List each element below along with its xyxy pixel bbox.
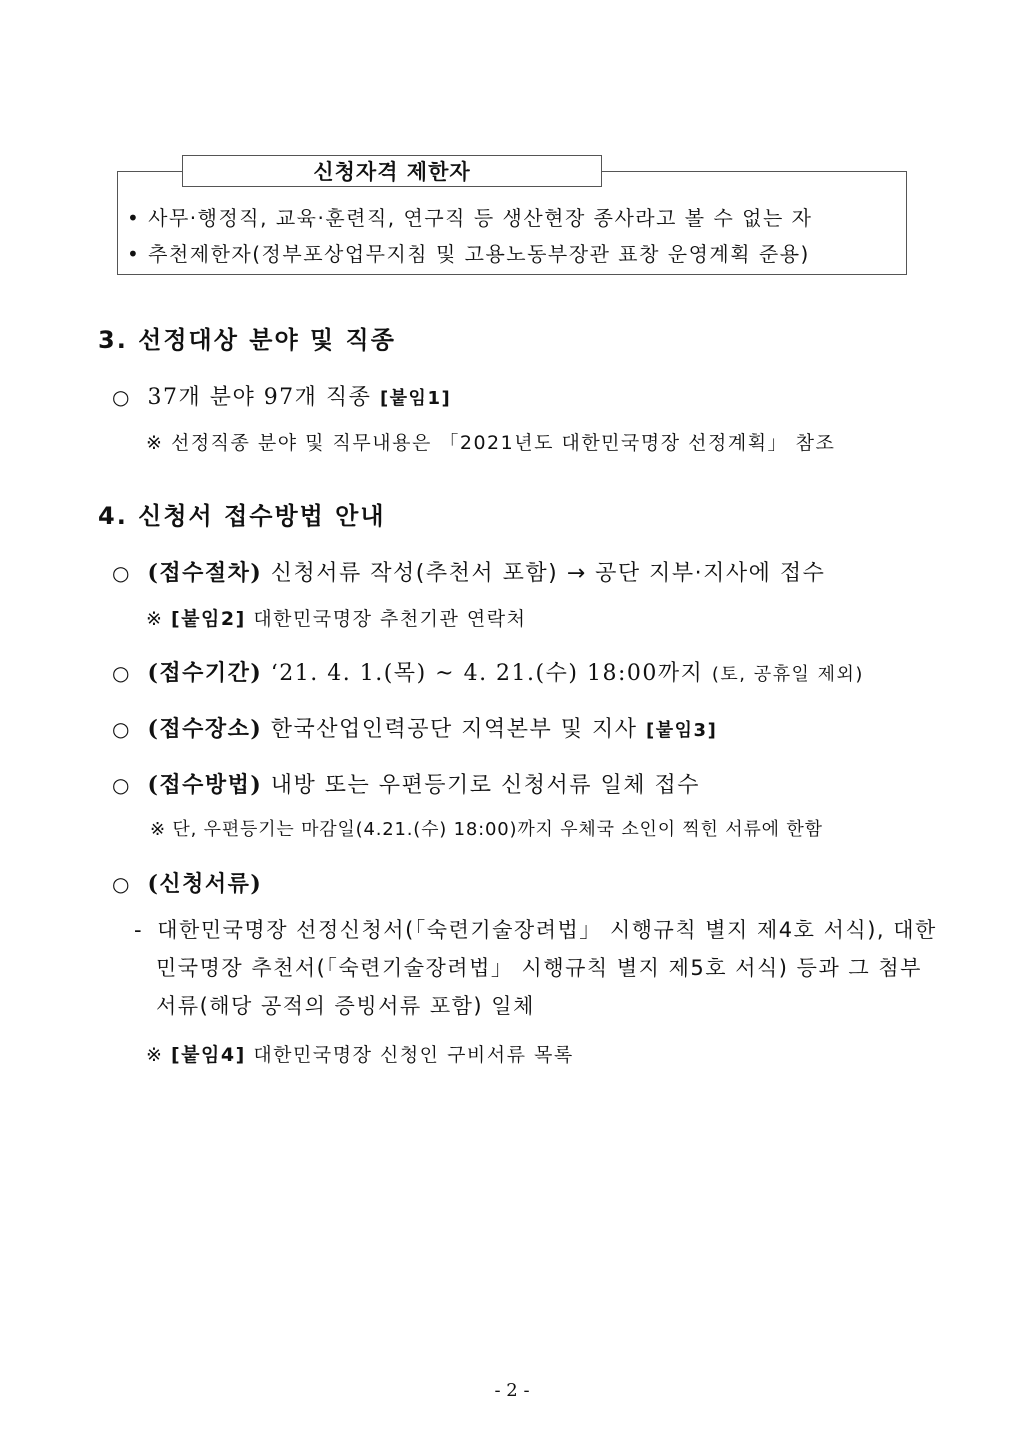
method-label: (접수방법) [147, 772, 263, 798]
procedure-text: 신청서류 작성(추천서 포함) → 공단 지부·지사에 접수 [270, 561, 826, 586]
restriction-bullet-2-text: 추천제한자(정부포상업무지침 및 고용노동부장관 표창 운영계획 준용) [148, 242, 810, 266]
section3-note: ※ 선정직종 분야 및 직무내용은 「2021년도 대한민국명장 선정계획」 참조 [146, 432, 836, 454]
documents-line-1-text: 대한민국명장 선정신청서(「숙련기술장려법」 시행규칙 별지 제4호 서식), 대한 [157, 918, 937, 942]
restriction-bullet-1 [127, 202, 812, 231]
place-label: (접수장소) [147, 716, 263, 742]
place-text: 한국산업인력공단 지역본부 및 지사 [270, 717, 638, 742]
section3-item-text: 37개 분야 97개 직종 [147, 385, 372, 410]
note-mark: ※ [146, 1044, 164, 1066]
procedure-note [146, 604, 527, 631]
dash-mark: - [134, 918, 144, 942]
attachment-tag: [붙임3] [646, 720, 718, 741]
bullet-icon: • [127, 242, 141, 266]
documents-line-2: 민국명장 추천서(「숙련기술장려법」 시행규칙 별지 제5호 서식) 등과 그 첨부 [156, 956, 922, 980]
documents-label: (신청서류) [147, 871, 263, 897]
circle-bullet-icon: ○ [112, 773, 131, 797]
section3-heading: 3. 선정대상 분야 및 직종 [98, 326, 396, 354]
circle-bullet-icon: ○ [112, 872, 131, 896]
method-text: 내방 또는 우편등기로 신청서류 일체 접수 [270, 773, 701, 798]
section4-heading: 4. 신청서 접수방법 안내 [98, 502, 386, 530]
procedure-item [112, 556, 825, 587]
method-note: ※ 단, 우편등기는 마감일(4.21.(수) 18:00)까지 우체국 소인이 찍힌 서류에 한함 [150, 819, 823, 840]
attachment-tag: [붙임2] [170, 608, 246, 630]
documents-item [112, 867, 262, 898]
documents-note-text: 대한민국명장 신청인 구비서류 목록 [253, 1044, 574, 1066]
procedure-note-text: 대한민국명장 추천기관 연락처 [253, 608, 527, 630]
documents-line-3: 서류(해당 공적의 증빙서류 포함) 일체 [156, 994, 535, 1018]
circle-bullet-icon: ○ [112, 385, 131, 409]
circle-bullet-icon: ○ [112, 717, 131, 741]
restriction-bullet-1-text: 사무·행정직, 교육·훈련직, 연구직 등 생산현장 종사라고 볼 수 없는 자 [148, 206, 813, 230]
period-label: (접수기간) [147, 660, 263, 686]
procedure-label: (접수절차) [147, 560, 263, 586]
circle-bullet-icon: ○ [112, 661, 131, 685]
attachment-tag: [붙임1] [379, 388, 452, 409]
bullet-icon: • [127, 206, 141, 230]
page-number: - 2 - [494, 1380, 530, 1401]
restriction-box-title: 신청자격 제한자 [182, 155, 602, 187]
period-text: ‘21. 4. 1.(목) ~ 4. 21.(수) 18:00까지 [270, 661, 704, 686]
section3-item [112, 380, 451, 411]
period-item [112, 656, 864, 687]
method-item [112, 768, 700, 799]
documents-note [146, 1040, 574, 1067]
note-mark: ※ [146, 608, 164, 630]
documents-line-1 [134, 914, 937, 944]
place-item [112, 712, 717, 743]
circle-bullet-icon: ○ [112, 561, 131, 585]
period-suffix: (토, 공휴일 제외) [711, 664, 864, 685]
restriction-bullet-2 [127, 238, 810, 267]
attachment-tag: [붙임4] [170, 1044, 246, 1066]
